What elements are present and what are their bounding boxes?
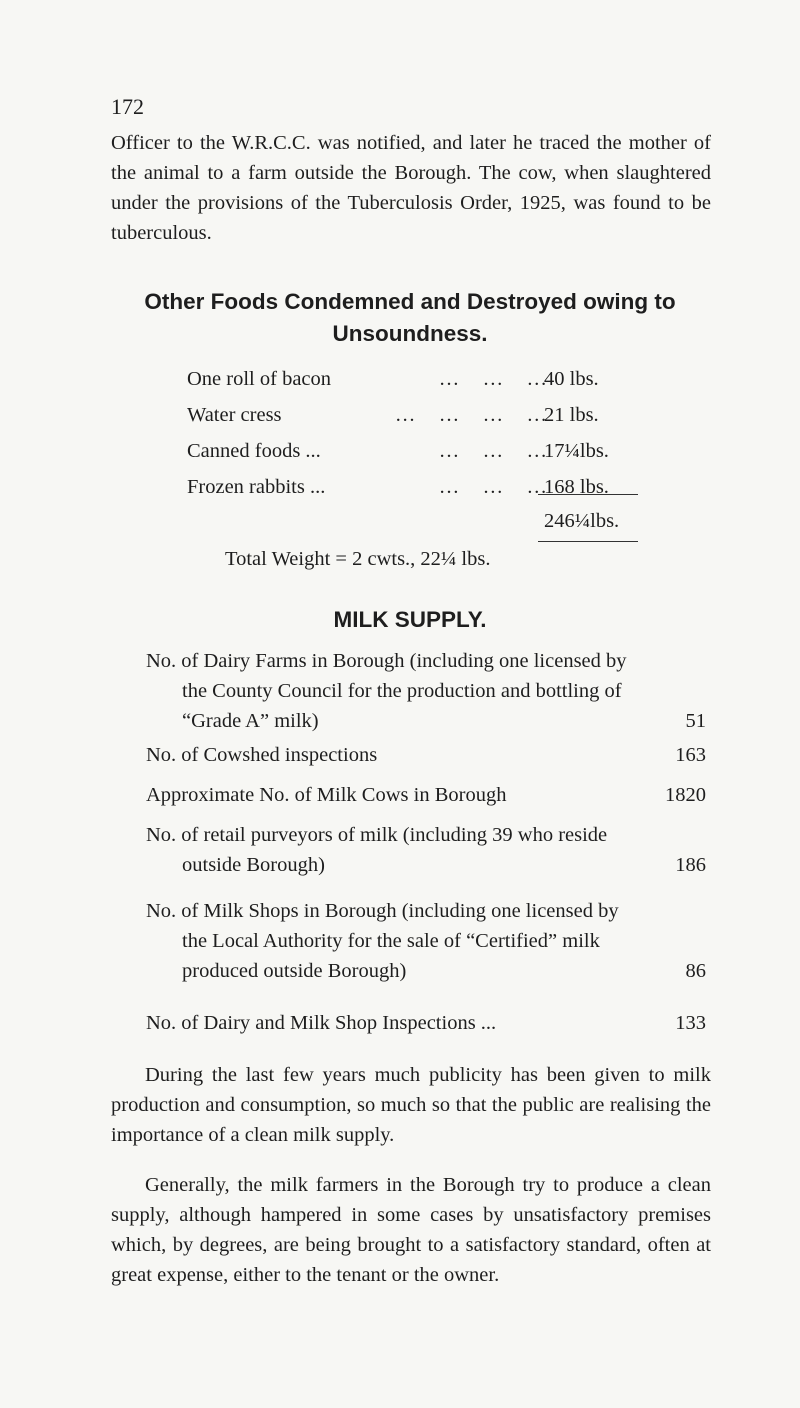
- milk-row: [146, 740, 706, 770]
- milk-row-text: Approximate No. of Milk Cows in Borough: [146, 784, 507, 806]
- food-item-value: 21 lbs.: [544, 404, 599, 426]
- food-item-value: 17¼lbs.: [544, 440, 609, 462]
- milk-row-text: No. of Milk Shops in Borough (including one licensed by the Local Authority for the sale of “Certified” milk produced outside Borough): [146, 900, 619, 982]
- food-item: Water cress … … … … 21 lbs.: [187, 404, 599, 426]
- milk-row-value: 1820: [665, 784, 706, 806]
- other-foods-heading: [100, 286, 720, 350]
- milk-row: [146, 780, 706, 810]
- farmers-paragraph: Generally, the milk farmers in the Borough try to produce a clean supply, although hampered in some cases by unsatisfactory premises which, by degrees, are being brought to a satisfactory standard, often at great expense, either to the tenant or the owner.: [111, 1174, 711, 1286]
- milk-row-value: 186: [675, 854, 706, 876]
- food-item-label: Frozen rabbits ...: [187, 476, 326, 498]
- food-item: One roll of bacon … … … 40 lbs.: [187, 368, 599, 390]
- food-item: Canned foods ... … … … 17¼lbs.: [187, 440, 609, 462]
- sum-rule-bottom: [538, 541, 638, 542]
- food-item-label: Water cress: [187, 404, 282, 426]
- page-number: 172: [111, 94, 144, 119]
- milk-row-value: 51: [685, 710, 706, 732]
- milk-row-text: No. of Cowshed inspections: [146, 744, 378, 766]
- milk-row-value: 133: [675, 1012, 706, 1034]
- other-foods-heading-line1: Other Foods Condemned and Destroyed owing to: [144, 289, 676, 314]
- other-foods-heading-line2: Unsoundness.: [332, 321, 488, 346]
- milk-row-text: No. of Dairy and Milk Shop Inspections ...: [146, 1012, 497, 1034]
- food-item-value: 40 lbs.: [544, 368, 599, 390]
- food-item: Frozen rabbits ... … … … 168 lbs.: [187, 476, 609, 498]
- milk-row-value: 163: [675, 744, 706, 766]
- milk-row: [146, 896, 706, 986]
- publicity-paragraph: During the last few years much publicity has been given to milk production and consumption, so much so that the public are realising the importance of a clean milk supply.: [111, 1064, 711, 1146]
- milk-row-text: No. of retail purveyors of milk (including 39 who reside outside Borough): [146, 824, 608, 876]
- food-item-value: 168 lbs.: [544, 476, 609, 498]
- intro-paragraph: Officer to the W.R.C.C. was notified, and later he traced the mother of the animal to a farm outside the Borough. The cow, when slaughtered under the provisions of the Tuberculosis Order, 1925, was found to be tuberculous.: [111, 132, 711, 244]
- milk-supply-heading: MILK SUPPLY.: [333, 607, 487, 632]
- food-item-label: One roll of bacon: [187, 368, 332, 390]
- total-weight: Total Weight = 2 cwts., 22¼ lbs.: [225, 548, 491, 570]
- sum-rule-top: [538, 494, 638, 495]
- milk-row: [146, 820, 706, 880]
- milk-row: [146, 1008, 706, 1038]
- food-sum: 246¼lbs.: [544, 510, 620, 532]
- milk-row: [146, 646, 706, 736]
- food-item-label: Canned foods ...: [187, 440, 321, 462]
- milk-row-value: 86: [685, 960, 706, 982]
- milk-row-text: No. of Dairy Farms in Borough (including one licensed by the County Council for the production and bottling of “Grade A” milk): [146, 650, 627, 732]
